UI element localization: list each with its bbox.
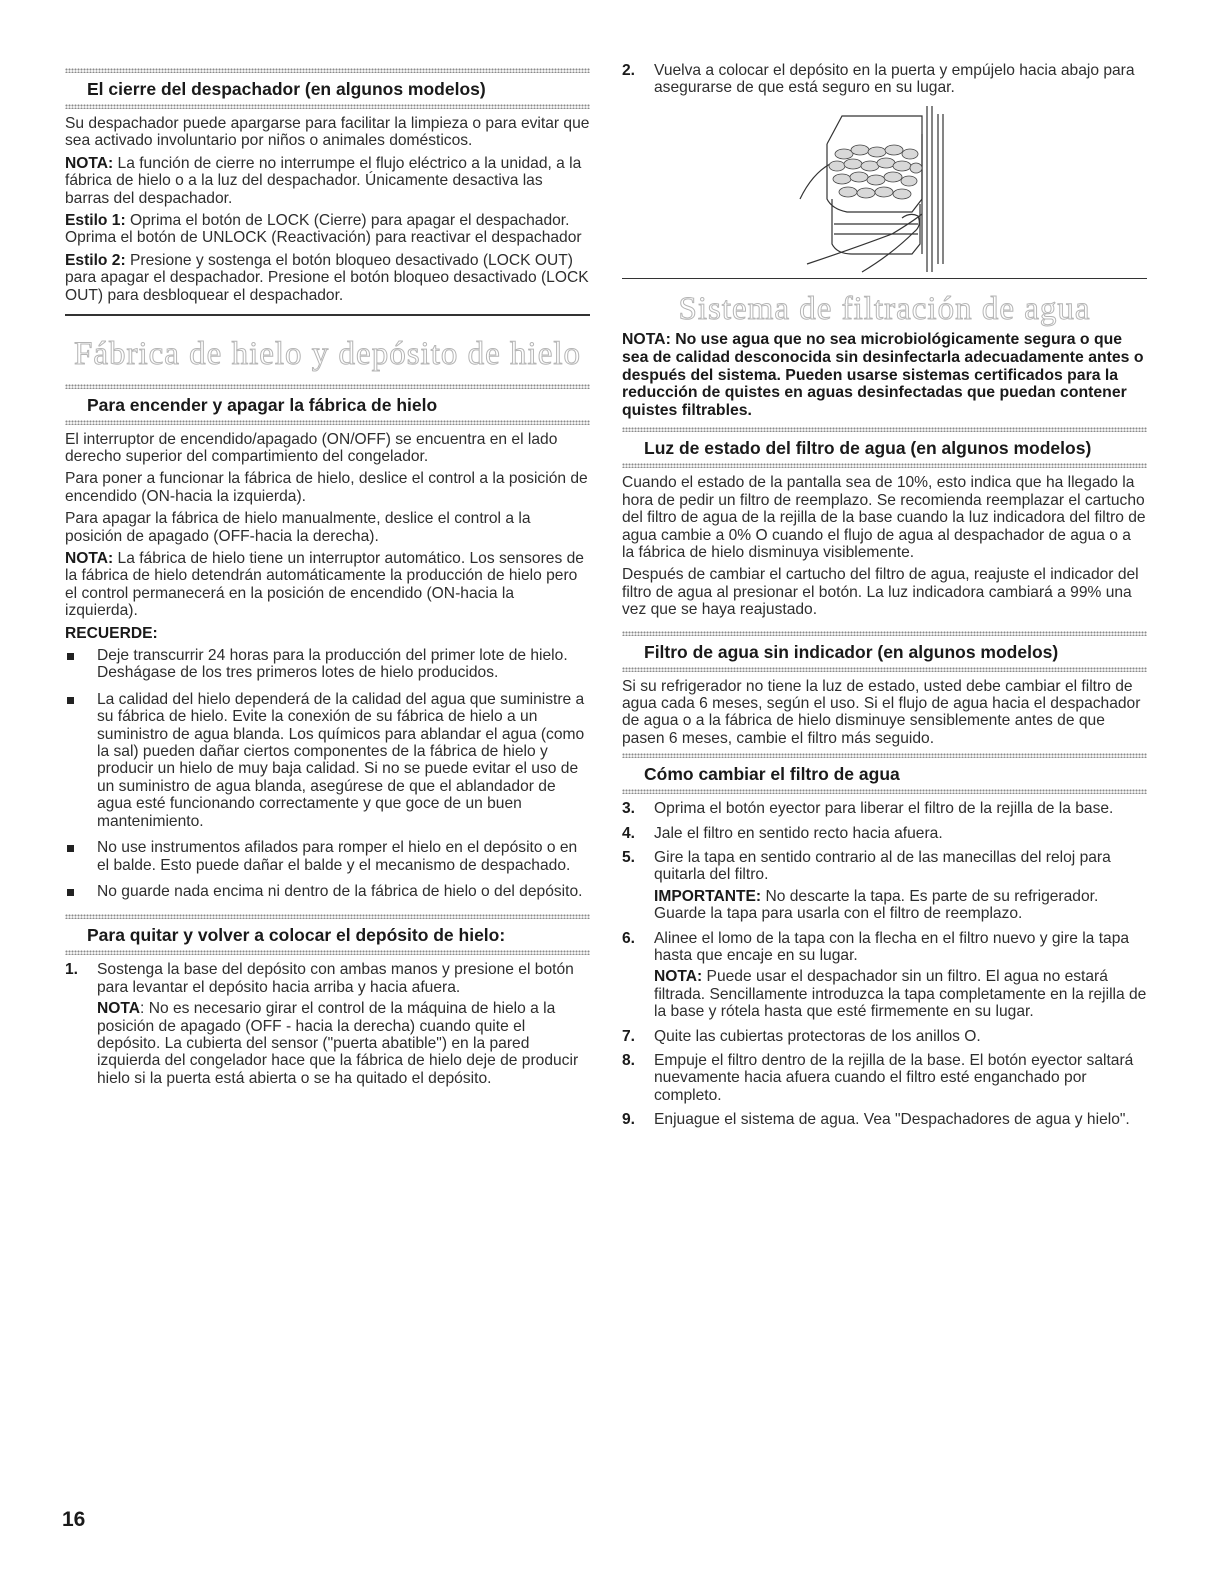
change-heading-block [622, 753, 1147, 794]
step-item [622, 1028, 1147, 1045]
paragraph [65, 212, 590, 247]
bin-heading-block [65, 914, 590, 955]
note-text: Puede usar el despachador sin un filtro. El agua no estará filtrada. Sencillamente introduzca la tapa completamente en la rejilla de la base y rótela hasta que esté firmemente en su lugar. [654, 968, 1147, 1021]
page-number: 16 [62, 1508, 86, 1531]
remember-list [65, 647, 590, 900]
ice-bin-illustration [622, 104, 1147, 274]
important-text: No descarte la tapa. Es parte de su refrigerador. Guarde la tapa para usarla con el filtro de reemplazo. [654, 887, 1099, 923]
dispenser-lock-heading-block [65, 68, 590, 109]
paragraph: Para apagar la fábrica de hielo manualmente, deslice el control a la posición de apagado (OFF-hacia la derecha). [65, 510, 531, 545]
status-heading-block [622, 427, 1147, 468]
note-text: La fábrica de hielo tiene un interruptor automático. Los sensores de la fábrica de hielo detendrán automáticamente la producción de hielo pero el control permanecerá en la posición de encendido (ON-hacia la izquierda). [65, 550, 584, 620]
dispenser-lock-heading: El cierre del despachador (en algunos modelos) [87, 79, 486, 99]
list-item: Deje transcurrir 24 horas para la producción del primer lote de hielo. Deshágase de los tres primeros lotes de hielo producidos. [65, 647, 590, 682]
section-title-ice-maker: Fábrica de hielo y depósito de hielo [73, 335, 582, 372]
step-item [622, 825, 1147, 842]
step-text: Empuje el filtro dentro de la rejilla de la base. El botón eyector saltará nuevamente hacia afuera cuando el filtro esté enganchado por completo. [654, 1052, 1134, 1104]
style-label: Estilo 1: [65, 212, 126, 230]
paragraph: El interruptor de encendido/apagado (ON/OFF) se encuentra en el lado derecho superior del compartimiento del congelador. [65, 430, 558, 465]
change-heading: Cómo cambiar el filtro de agua [644, 764, 900, 785]
remember-label: RECUERDE: [65, 624, 158, 642]
step-item [622, 1111, 1147, 1128]
left-column [65, 62, 590, 1094]
note-label: NOTA: [65, 550, 114, 567]
step-note [654, 968, 1147, 1020]
step-important [654, 888, 1147, 923]
paragraph: Su despachador puede apargarse para facilitar la limpieza o para evitar que sea activado involuntario por niños o animales domésticos. [65, 115, 590, 150]
step-number: 2. [622, 62, 636, 79]
status-heading: Luz de estado del filtro de agua (en algunos modelos) [644, 438, 1092, 459]
step-note [97, 1000, 590, 1087]
step-item [622, 62, 1147, 97]
step-text: Quite las cubiertas protectoras de los anillos O. [654, 1027, 981, 1045]
paragraph: Cuando el estado de la pantalla sea de 10%, esto indica que ha llegado la hora de pedir un filtro de reemplazo. Se recomienda reemplazar el cartucho del filtro de agua de la rejilla de la base cuando la luz indicadora del filtro de agua cambie a 0% O cuando el flujo de agua al despachador de agua o a la fábrica de hielo disminuya visiblemente. [622, 474, 1146, 561]
note-text: : No es necesario girar el control de la máquina de hielo a la posición de apagado (OFF - hacia la derecha) cuando quite el depósito. La cubierta del sensor ("puerta abatible") en la pared izquierda del congelador hace que la fábrica de hielo deje de producir hielo si la puerta está abierta o se ha quitado el depósito. [97, 1000, 579, 1087]
step-text: Vuelva a colocar el depósito en la puerta y empújelo hacia abajo para asegurarse de que está seguro en su lugar. [654, 62, 1135, 97]
dotted-rule [622, 667, 1147, 672]
noind-heading: Filtro de agua sin indicador (en algunos modelos) [644, 641, 1059, 662]
style-text: Oprima el botón de LOCK (Cierre) para apagar el despachador. Oprima el botón de UNLOCK (Reactivación) para reactivar el despachador [65, 212, 582, 247]
step-number: 4. [622, 824, 636, 842]
paragraph: Después de cambiar el cartucho del filtro de agua, reajuste el indicador del filtro de agua al presionar el botón. La luz indicadora cambiará a 99% una vez que se haya reajustado. [622, 566, 1139, 619]
step-text: Oprima el botón eyector para liberar el filtro de la rejilla de la base. [654, 800, 1114, 818]
list-item: No guarde nada encima ni dentro de la fábrica de hielo o del depósito. [65, 883, 590, 900]
step-text: Enjuague el sistema de agua. Vea "Despachadores de agua y hielo". [654, 1111, 1130, 1129]
step-number: 5. [622, 848, 636, 866]
step-text: Sostenga la base del depósito con ambas manos y presione el botón para levantar el depósito hacia arriba y hacia afuera. [97, 961, 574, 996]
section-title-water-filter: Sistema de filtración de agua [678, 291, 1091, 328]
note-label: NOTA: [654, 968, 703, 986]
step-number: 9. [622, 1111, 636, 1129]
step-text: Gire la tapa en sentido contrario al de las manecillas del reloj para quitarla del filtro. [654, 848, 1111, 884]
step-text: Jale el filtro en sentido recto hacia afuera. [654, 824, 943, 842]
step-number: 3. [622, 800, 636, 818]
paragraph [65, 252, 590, 304]
paragraph [65, 550, 590, 620]
step-item [622, 1052, 1147, 1104]
onoff-heading: Para encender y apagar la fábrica de hielo [87, 394, 438, 415]
step-item [65, 961, 590, 1087]
dotted-rule [622, 789, 1147, 794]
step-number: 1. [65, 961, 79, 979]
step-number: 6. [622, 929, 636, 947]
filter-steps [622, 800, 1147, 1129]
style-text: Presione y sostenga el botón bloqueo desactivado (LOCK OUT) para apagar el despachador. Presione el botón bloqueo desactivado (LOCK OUT) para desbloquear el despachador. [65, 251, 589, 304]
section-rule [622, 278, 1147, 280]
step-number: 8. [622, 1052, 636, 1070]
step-item [622, 800, 1147, 817]
right-column [622, 62, 1147, 1136]
step-item [622, 930, 1147, 1021]
bin-steps [65, 961, 590, 1087]
dotted-rule [65, 104, 590, 109]
step-text: Alinee el lomo de la tapa con la flecha en el filtro nuevo y gire la tapa hasta que encaje en su lugar. [654, 929, 1130, 964]
style-label: Estilo 2: [65, 251, 126, 269]
paragraph: Si su refrigerador no tiene la luz de estado, usted debe cambiar el filtro de agua cada 6 meses, según el uso. Si el flujo de agua hacia el despachador de agua o a la fábrica de hielo disminuye sensiblemente antes de que pasen 6 meses, cambie el filtro más seguido. [622, 677, 1141, 747]
step-number: 7. [622, 1027, 636, 1045]
note-text: La función de cierre no interrumpe el flujo eléctrico a la unidad, a la fábrica de hielo o a la luz del despachador. Únicamente desactiva las barras del despachador. [65, 154, 582, 207]
list-item: No use instrumentos afilados para romper el hielo en el depósito o en el balde. Esto puede dañar el balde y el mecanismo de despachado. [65, 839, 590, 874]
dotted-rule [65, 420, 590, 425]
list-item: La calidad del hielo dependerá de la calidad del agua que suministre a su fábrica de hielo. Evite la conexión de su fábrica de hielo a un suministro de agua blanda. Los químicos para ablandar el agua (como la sal) pueden dañar ciertos componentes de la fábrica de hielo y producir un hielo de muy baja calidad. Si no se puede evitar el uso de un suministro de agua blanda, asegúrese de que el ablandador de agua esté funcionando correctamente y que goce de un buen mantenimiento. [65, 691, 590, 830]
paragraph: Para poner a funcionar la fábrica de hielo, deslice el control a la posición de encendido (ON-hacia la izquierda). [65, 470, 588, 505]
onoff-heading-block [65, 384, 590, 425]
bin-heading: Para quitar y volver a colocar el depósito de hielo: [87, 925, 506, 946]
paragraph [65, 155, 590, 207]
dotted-rule [65, 950, 590, 955]
safety-warning: NOTA: No use agua que no sea microbiológicamente segura o que sea de calidad desconocida sin desinfectarla adecuadamente antes o después del sistema. Pueden usarse sistemas certificados para la reducción de quistes en aguas desinfectadas que puedan contener quistes filtrables. [622, 331, 1144, 419]
noind-heading-block [622, 631, 1147, 672]
note-label: NOTA: [65, 154, 114, 172]
important-label: IMPORTANTE: [654, 887, 762, 905]
section-rule [65, 314, 590, 316]
note-label: NOTA [97, 1000, 141, 1018]
bin-steps-continued [622, 62, 1147, 97]
step-item [622, 849, 1147, 923]
dotted-rule [622, 463, 1147, 468]
ice-bin-drawing [622, 104, 1147, 274]
